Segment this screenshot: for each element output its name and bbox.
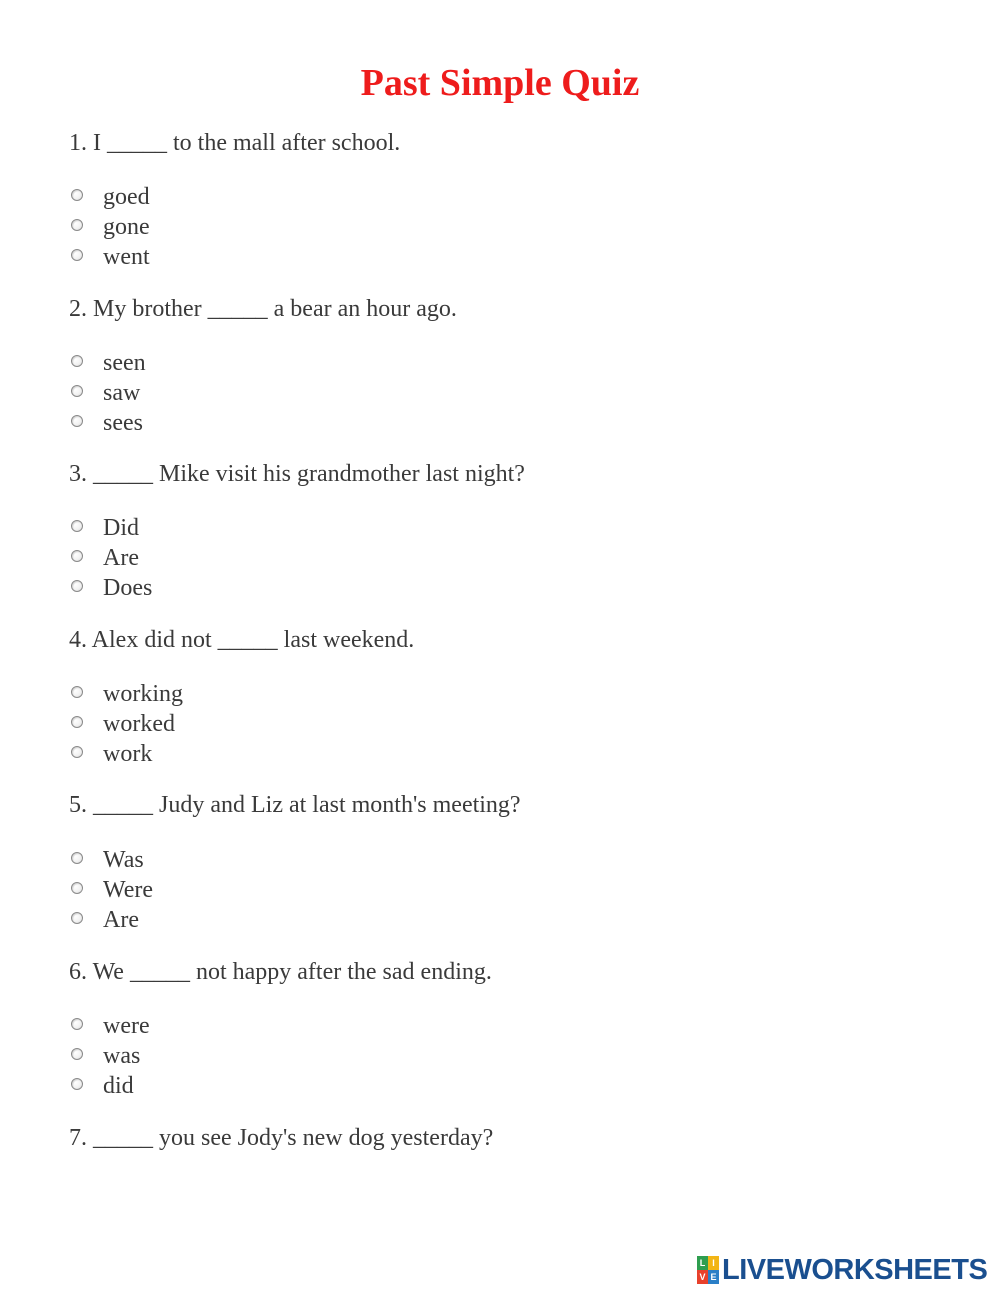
question-4	[69, 623, 414, 659]
option-label[interactable]: saw	[103, 380, 141, 406]
option-label[interactable]: work	[103, 741, 153, 767]
option-label[interactable]: Were	[103, 877, 154, 903]
option-label[interactable]: goed	[103, 184, 150, 210]
question-7	[69, 1121, 493, 1157]
radio-button[interactable]	[71, 1048, 83, 1060]
question-text: 4. Alex did not _____ last weekend.	[69, 627, 415, 653]
radio-button[interactable]	[71, 355, 83, 367]
option-label[interactable]: Are	[103, 907, 139, 933]
option-label[interactable]: Was	[103, 847, 144, 873]
radio-button[interactable]	[71, 189, 83, 201]
question-text: 2. My brother _____ a bear an hour ago.	[69, 296, 457, 322]
radio-button[interactable]	[71, 852, 83, 864]
radio-button[interactable]	[71, 746, 83, 758]
option-label[interactable]: Did	[103, 515, 139, 541]
option-label[interactable]: worked	[103, 711, 175, 737]
logo-badge-letter: V	[697, 1270, 708, 1284]
option-label[interactable]: seen	[103, 350, 146, 376]
liveworksheets-logo[interactable]	[697, 1253, 987, 1287]
logo-text: LIVEWORKSHEETS	[722, 1254, 988, 1286]
radio-button[interactable]	[71, 882, 83, 894]
option-label[interactable]: Are	[103, 545, 139, 571]
option-label[interactable]: were	[103, 1013, 150, 1039]
option-label[interactable]: sees	[103, 410, 143, 436]
option-label[interactable]: Does	[103, 575, 153, 601]
logo-badge-letter: L	[697, 1256, 708, 1270]
radio-button[interactable]	[71, 415, 83, 427]
radio-button[interactable]	[71, 912, 83, 924]
radio-button[interactable]	[71, 550, 83, 562]
option-label[interactable]: was	[103, 1043, 141, 1069]
radio-button[interactable]	[71, 520, 83, 532]
radio-button[interactable]	[71, 1078, 83, 1090]
question-text: 5. _____ Judy and Liz at last month's meeting?	[69, 792, 521, 818]
radio-button[interactable]	[71, 249, 83, 261]
question-text: 6. We _____ not happy after the sad ending.	[69, 959, 492, 985]
question-text: 7. _____ you see Jody's new dog yesterday?	[69, 1125, 494, 1151]
question-2	[69, 292, 457, 328]
question-5	[69, 788, 521, 824]
option-label[interactable]: gone	[103, 214, 150, 240]
radio-button[interactable]	[71, 1018, 83, 1030]
question-text: 3. _____ Mike visit his grandmother last night?	[69, 461, 525, 487]
radio-button[interactable]	[71, 716, 83, 728]
logo-badge-letter: I	[708, 1256, 719, 1270]
question-6	[69, 955, 492, 991]
option-label[interactable]: did	[103, 1073, 134, 1099]
radio-button[interactable]	[71, 219, 83, 231]
logo-badge-letter: E	[708, 1270, 719, 1284]
question-1	[69, 126, 400, 162]
radio-button[interactable]	[71, 385, 83, 397]
question-3	[69, 457, 525, 493]
page-title: Past Simple Quiz	[360, 62, 640, 104]
radio-button[interactable]	[71, 580, 83, 592]
option-label[interactable]: went	[103, 244, 150, 270]
radio-button[interactable]	[71, 686, 83, 698]
option-label[interactable]: working	[103, 681, 183, 707]
logo-badge-icon	[697, 1256, 719, 1284]
question-text: 1. I _____ to the mall after school.	[69, 130, 401, 156]
